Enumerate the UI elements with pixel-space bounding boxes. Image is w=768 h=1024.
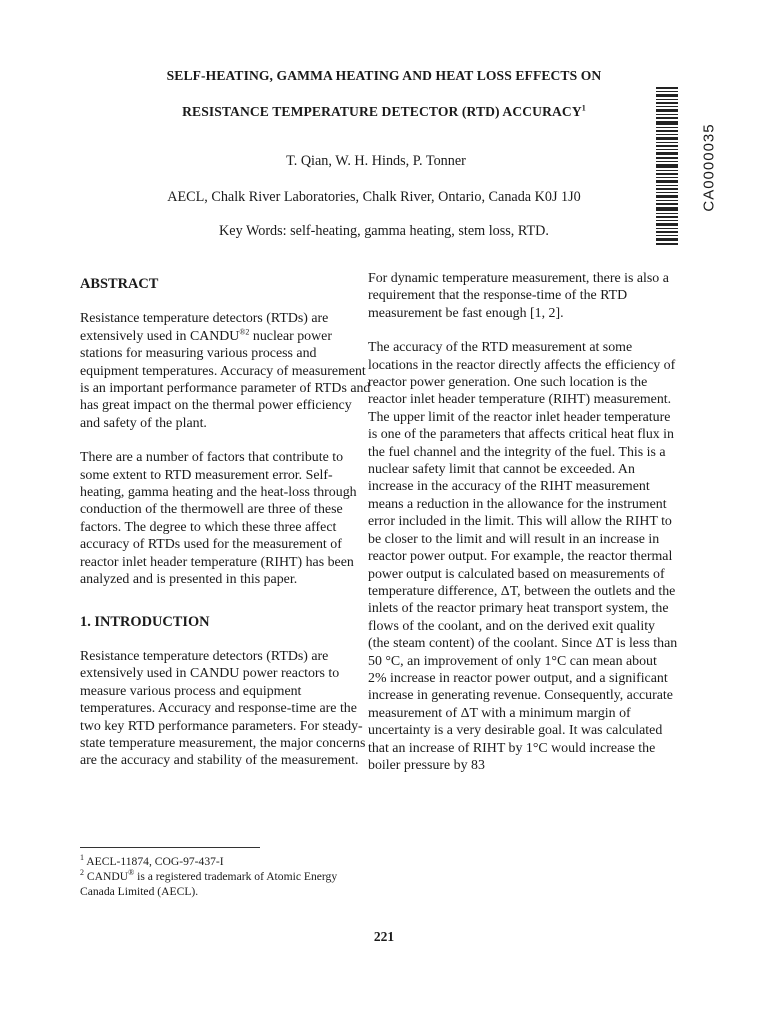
keywords: Key Words: self-heating, gamma heating, stem loss, RTD. [219, 223, 549, 239]
footnote-1-mark: 1 [80, 853, 84, 863]
right-paragraph-1: For dynamic temperature measurement, there is also a requirement that the response-time of the RTD measurement be fast enough [1, 2]. [368, 271, 669, 321]
introduction-paragraph-1: Resistance temperature detectors (RTDs) are extensively used in CANDU power reactors to measure various process and equipment temperatures. Accuracy and response-time are the two key RTD performance parameters. For steady-state temperature measurement, the major concerns are the accuracy and stability of the measurement. [80, 648, 366, 769]
candu-trademark-mark: ®2 [239, 327, 250, 337]
barcode [651, 87, 718, 247]
barcode-graphic [651, 87, 681, 247]
footnote-2-text-end: is a registered trademark of Atomic Energy Canada Limited (AECL). [80, 870, 338, 898]
footnote-2-text-start: CANDU [84, 870, 129, 883]
title-footnote-mark: 1 [581, 103, 586, 113]
abstract-paragraph-1 [80, 310, 375, 432]
paper-title-line-1: SELF-HEATING, GAMMA HEATING AND HEAT LOSS EFFECTS ON [166, 68, 602, 83]
title-text: RESISTANCE TEMPERATURE DETECTOR (RTD) ACCURACY [182, 104, 582, 119]
page-number: 221 [373, 929, 395, 944]
abstract-heading: ABSTRACT [80, 276, 159, 292]
abstract-p1-end: nuclear power stations for measuring various process and equipment temperatures. Accuracy of measurement is an important performance parameter of RTDs and has great impact on the thermal power efficiency and safety of the plant. [80, 328, 371, 431]
right-paragraph-2: The accuracy of the RTD measurement at some locations in the reactor directly affects the efficiency of reactor power generation. One such location is the reactor inlet header temperature (RIHT) measurement. The upper limit of the reactor inlet header temperature is one of the parameters that affects critical heat flux in the fuel channel and the integrity of the fuel. This is a nuclear safety limit that cannot be exceeded. An increase in the accuracy of the RIHT measurement means a reduction in the allowance for the instrument error included in the limit. This will allow the RIHT to be closer to the limit and will result in an increase in reactor power output. For example, the reactor thermal power output is calculated based on measurements of temperature difference, ΔT, between the outlets and the inlets of the reactor primary heat transport system, the flows of the coolant, and on the derived exit quality (the steam content) of the coolant. Since ΔT is less than 50 °C, an improvement of only 1°C can mean about 2% increase in reactor power output, and a significant increase in generating revenue. Consequently, accurate measurement of ΔT with a minimum margin of uncertainty is a very desirable goal. It was calculated that an increase of RIHT by 1°C would increase the boiler pressure by 83 [368, 340, 678, 773]
authors: T. Qian, W. H. Hinds, P. Tonner [286, 153, 466, 169]
abstract-p1-start: Resistance temperature detectors (RTDs) are extensively used in CANDU [80, 311, 329, 344]
footnote-2 [80, 869, 350, 899]
right-column [368, 270, 678, 774]
footnotes [80, 854, 350, 899]
footnote-1 [80, 854, 350, 869]
introduction-heading: 1. INTRODUCTION [80, 613, 210, 630]
footnote-1-text: AECL-11874, COG-97-437-I [84, 855, 224, 868]
barcode-label: CA0000035 [700, 123, 718, 212]
footnote-2-registered: ® [128, 868, 135, 878]
affiliation: AECL, Chalk River Laboratories, Chalk River, Ontario, Canada K0J 1J0 [167, 189, 581, 205]
footnote-rule [80, 847, 260, 848]
footnote-2-mark: 2 [80, 868, 84, 878]
abstract-paragraph-2: There are a number of factors that contribute to some extent to RTD measurement error. Self-heating, gamma heating and the heat-loss through conduction of the thermowell are three of these factors. The degree to which these three affect accuracy of RTDs used for the measurement of reactor inlet header temperature (RIHT) has been analyzed and is presented in this paper. [80, 450, 357, 588]
left-column [80, 276, 375, 770]
